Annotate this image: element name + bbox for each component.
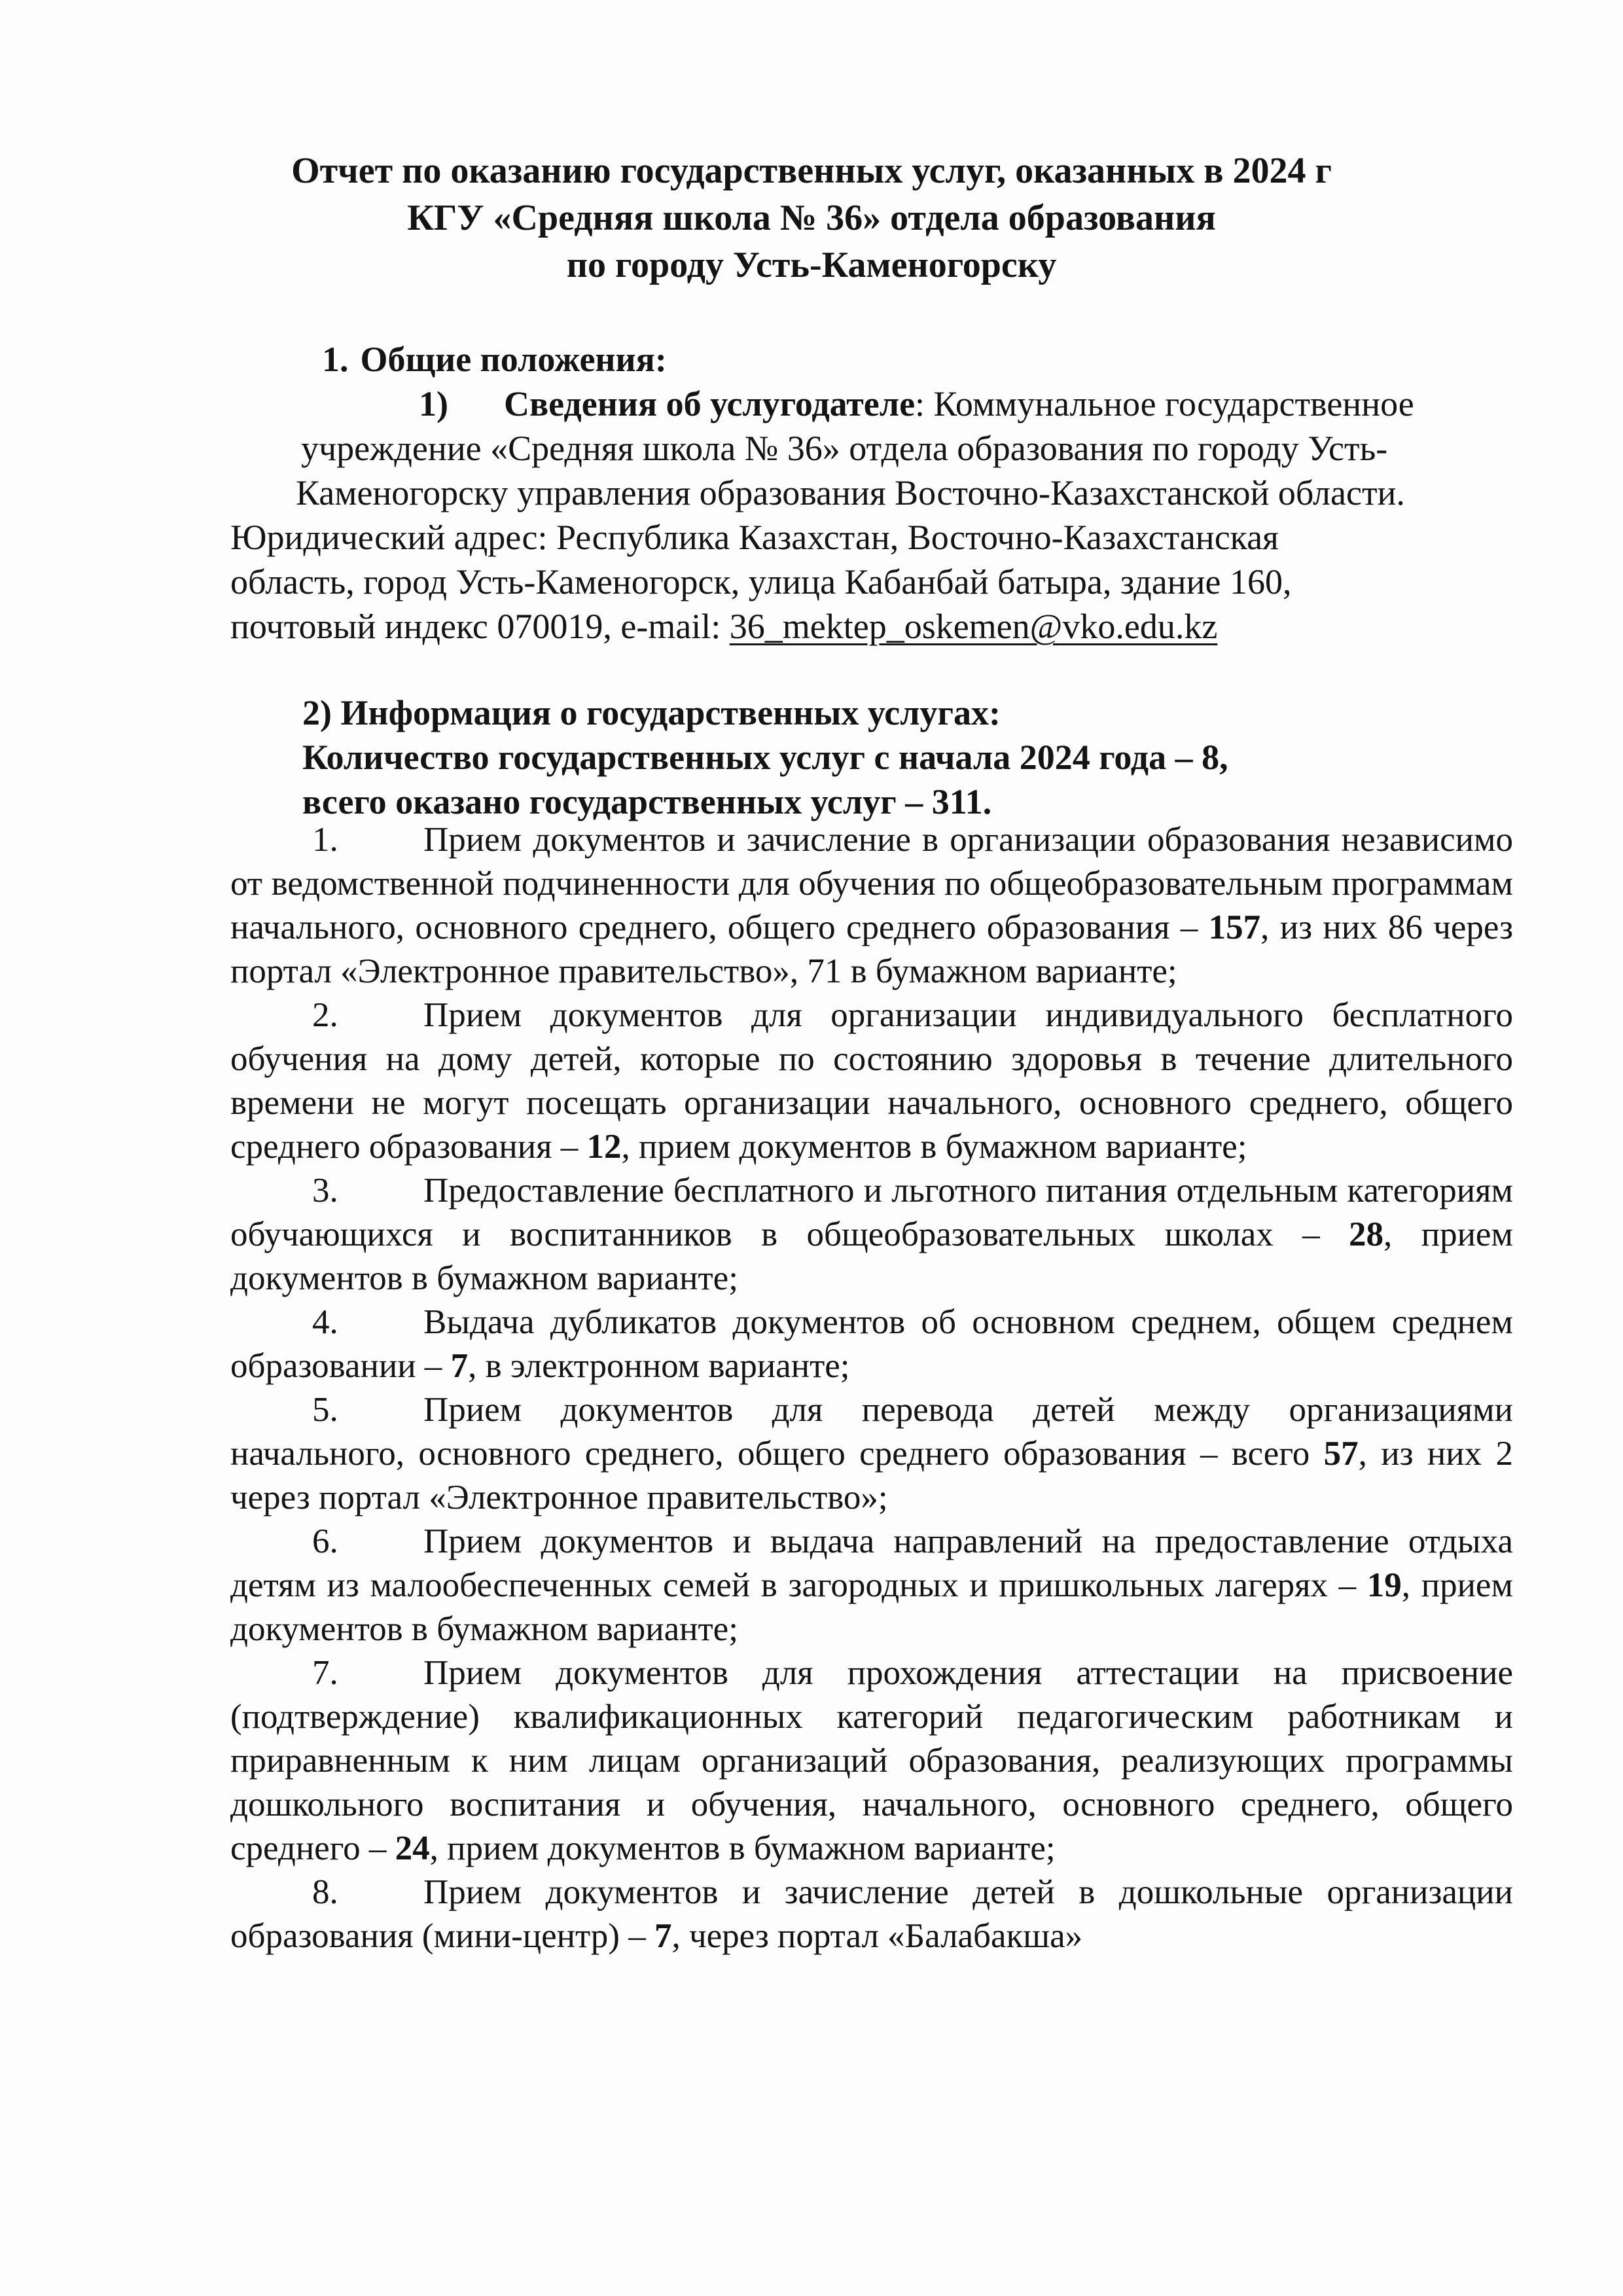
legal-address-line-2: область, город Усть-Каменогорск, улица Кабанбай батыра, здание 160, (230, 562, 1292, 601)
item-text-tail: , прием документов в бумажном варианте; (621, 1128, 1247, 1166)
list-item (230, 1871, 1513, 1958)
item-number: 2. (312, 996, 338, 1034)
item-count: 157 (1208, 908, 1261, 946)
services-count-line: Количество государственных услуг с начала 2024 года – 8, (302, 738, 1228, 777)
item-text: Прием документов и зачисление в организации образования независимо от ведомственной подчиненности для обучения по общеобразовательным программам начального, основного среднего, общего среднего образования – (230, 821, 1513, 946)
item-text-tail: , из них 86 через портал «Электронное правительство», 71 в бумажном варианте; (230, 908, 1514, 990)
title-line-1: Отчет по оказанию государственных услуг, оказанных в 2024 г (291, 151, 1332, 191)
provider-line-1 (230, 382, 1513, 426)
services-total-line: всего оказано государственных услуг – 311. (302, 782, 992, 821)
list-item (230, 1388, 1513, 1520)
legal-address-line-1: Юридический адрес: Республика Казахстан, Восточно-Казахстанская (230, 518, 1279, 557)
item-text-tail: , в электронном варианте; (468, 1347, 850, 1385)
list-item (230, 1651, 1513, 1871)
postal-index-text: почтовый индекс 070019, e-mail: (230, 607, 730, 646)
list-item (230, 994, 1513, 1169)
services-summary-section (230, 691, 1513, 824)
item-count: 28 (1349, 1215, 1384, 1253)
provider-line-3: Каменогорску управления образования Восточно-Казахстанской области. (296, 473, 1405, 512)
item-number: 3. (312, 1172, 338, 1210)
general-provisions-section (230, 337, 1513, 649)
email-link[interactable]: 36_mektep_oskemen@vko.edu.kz (729, 607, 1218, 646)
provider-text: : Коммунальное государственное (915, 384, 1414, 423)
item-number: 8. (312, 1873, 338, 1911)
item-text: Прием документов и зачисление детей в дошкольные организации образования (мини-центр) – (230, 1873, 1513, 1955)
list-item (230, 1300, 1513, 1388)
provider-sub-number: 1) (419, 384, 448, 423)
general-number: 1. (322, 340, 349, 379)
general-heading (230, 337, 1513, 382)
item-text-tail: , через портал «Балабакша» (671, 1917, 1083, 1955)
item-text-tail: , прием документов в бумажном варианте; (230, 1566, 1513, 1648)
item-number: 4. (312, 1303, 338, 1341)
item-text: Прием документов для организации индивидуального бесплатного обучения на дому детей, которые по состоянию здоровья в течение длительного времени не могут посещать организации начального, основного среднего, общего среднего образования – (230, 996, 1513, 1166)
services-list (230, 818, 1513, 1958)
item-count: 24 (395, 1829, 430, 1867)
list-item (230, 1520, 1513, 1651)
item-number: 7. (312, 1654, 338, 1692)
item-text-tail: , прием документов в бумажном варианте; (429, 1829, 1056, 1867)
list-item (230, 818, 1513, 994)
item-count: 12 (586, 1128, 622, 1166)
item-number: 5. (312, 1391, 338, 1429)
postal-email-line (230, 604, 1513, 649)
item-text: Прием документов и выдача направлений на предоставление отдыха детям из малообеспеченных семей в загородных и пришкольных лагерях – (230, 1522, 1513, 1604)
item-text: Прием документов для перевода детей между организациями начального, основного среднего, общего среднего образования – всего (230, 1391, 1513, 1473)
item-text-tail: , из них 2 через портал «Электронное правительство»; (230, 1435, 1514, 1516)
item-count: 19 (1366, 1566, 1402, 1604)
provider-line-2: учреждение «Средняя школа № 36» отдела образования по городу Усть- (301, 429, 1388, 468)
item-number: 1. (312, 821, 338, 859)
item-count: 7 (450, 1347, 469, 1385)
title-line-2: КГУ «Средняя школа № 36» отдела образования (407, 198, 1216, 238)
item-text: Предоставление бесплатного и льготного питания отдельным категориям обучающихся и воспитанников в общеобразовательных школах – (230, 1172, 1513, 1253)
services-heading: 2) Информация о государственных услугах: (302, 693, 1001, 732)
item-number: 6. (312, 1522, 338, 1560)
item-text: Выдача дубликатов документов об основном среднем, общем среднем образовании – (230, 1303, 1513, 1385)
general-heading-text: Общие положения: (360, 340, 667, 379)
item-count: 7 (654, 1917, 672, 1955)
item-count: 57 (1323, 1435, 1359, 1473)
item-text: Прием документов для прохождения аттестации на присвоение (подтверждение) квалификационных категорий педагогическим работникам и приравненным к ним лицам организаций образования, реализующих программы дошкольного воспитания и обучения, начального, основного среднего, общего среднего – (230, 1654, 1513, 1867)
item-text-tail: , прием документов в бумажном варианте; (230, 1215, 1513, 1297)
list-item (230, 1169, 1513, 1300)
document-title (196, 147, 1427, 289)
provider-label: Сведения об услугодателе (504, 384, 916, 423)
title-line-3: по городу Усть-Каменогорску (566, 245, 1057, 285)
